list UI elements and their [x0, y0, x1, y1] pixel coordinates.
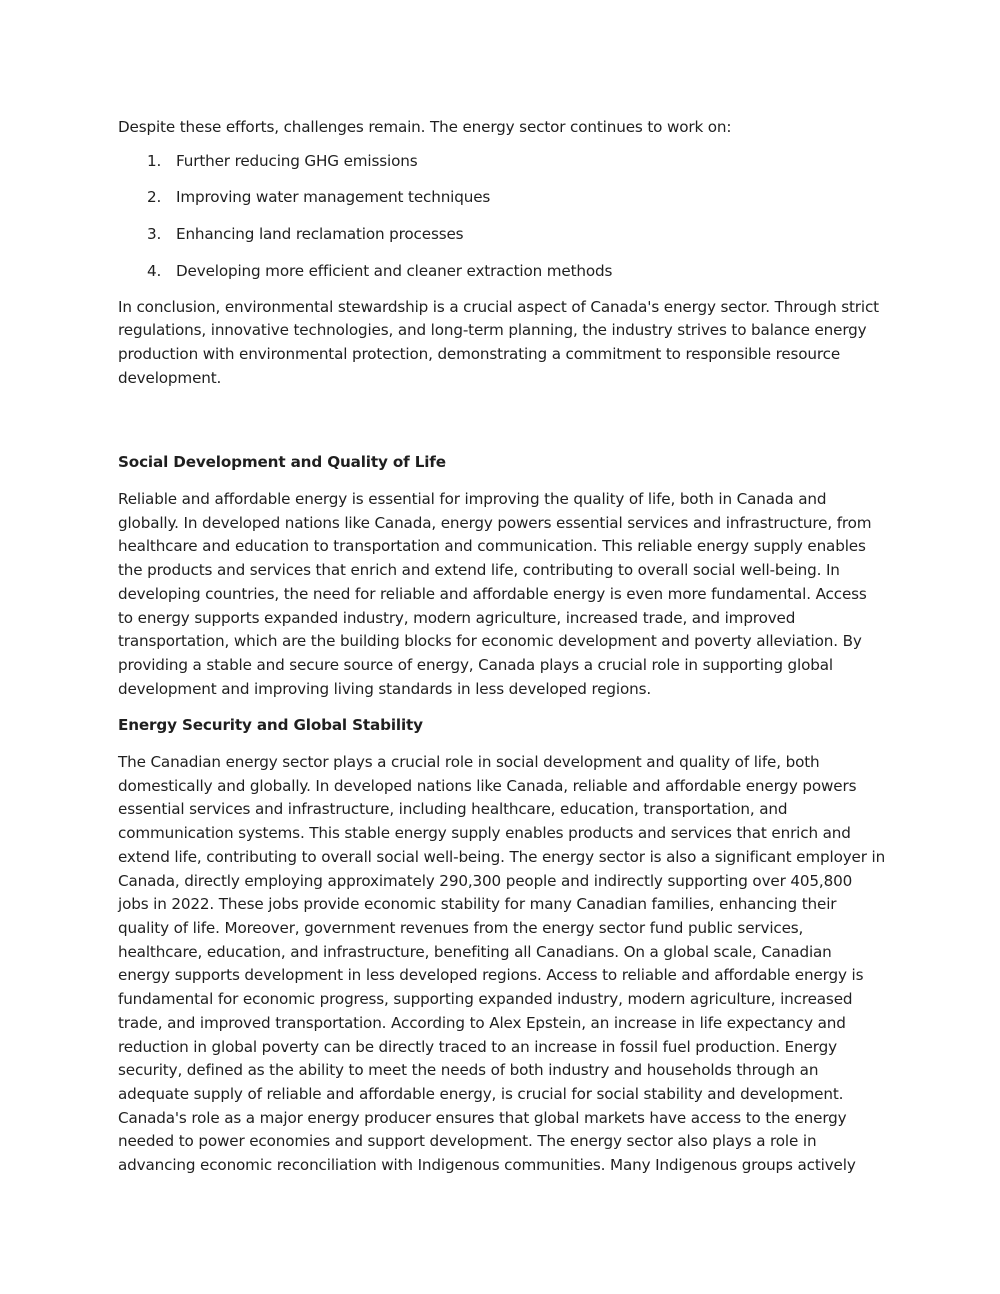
list-item: [118, 223, 886, 247]
list-item: [118, 260, 886, 284]
list-item-number: 4.: [147, 261, 162, 280]
document-page: [118, 116, 886, 1178]
section-heading-energy-security: Energy Security and Global Stability: [118, 716, 423, 735]
list-item-number: 3.: [147, 225, 162, 244]
social-development-paragraph: Reliable and affordable energy is essential for improving the quality of life, both in Canada and globally. In developed nations like Canada, energy powers essential services and infrastructure, from healthcare and education to transportation and communication. This reliable energy supply enables the products and services that enrich and extend life, contributing to overall social well-being. In developing countries, the need for reliable and affordable energy is even more fundamental. Access to energy supports expanded industry, modern agriculture, increased trade, and improved transportation, which are the building blocks for economic development and poverty alleviation. By providing a stable and secure source of energy, Canada plays a crucial role in supporting global development and improving living standards in less developed regions.: [118, 490, 872, 698]
conclusion-paragraph: In conclusion, environmental stewardship is a crucial aspect of Canada's energy sector. Through strict regulations, innovative technologies, and long-term planning, the industry strives to balance energy production with environmental protection, demonstrating a commitment to responsible resource development.: [118, 297, 879, 387]
list-item-text: Enhancing land reclamation processes: [176, 225, 464, 244]
list-item-number: 1.: [147, 151, 162, 170]
list-item: [118, 186, 886, 210]
energy-security-paragraph: The Canadian energy sector plays a crucial role in social development and quality of life, both domestically and globally. In developed nations like Canada, reliable and affordable energy powers essential services and infrastructure, including healthcare, education, transportation, and communication systems. This stable energy supply enables products and services that enrich and extend life, contributing to overall social well-being. The energy sector is also a significant employer in Canada, directly employing approximately 290,300 people and indirectly supporting over 405,800 jobs in 2022. These jobs provide economic stability for many Canadian families, enhancing their quality of life. Moreover, government revenues from the energy sector fund public services, healthcare, education, and infrastructure, benefiting all Canadians. On a global scale, Canadian energy supports development in less developed regions. Access to reliable and affordable energy is fundamental for economic progress, supporting expanded industry, modern agriculture, increased trade, and improved transportation. According to Alex Epstein, an increase in life expectancy and reduction in global poverty can be directly traced to an increase in fossil fuel production. Energy security, defined as the ability to meet the needs of both industry and households through an adequate supply of reliable and affordable energy, is crucial for social stability and development. Canada's role as a major energy producer ensures that global markets have access to the energy needed to power economies and support development. The energy sector also plays a role in advancing economic reconciliation with Indigenous communities. Many Indigenous groups actively: [118, 753, 886, 1175]
list-item-text: Developing more efficient and cleaner extraction methods: [176, 261, 613, 280]
challenges-list: [118, 150, 886, 284]
list-item-text: Further reducing GHG emissions: [176, 151, 418, 170]
section-heading-social-development: Social Development and Quality of Life: [118, 453, 446, 472]
intro-paragraph: Despite these efforts, challenges remain. The energy sector continues to work on:: [118, 118, 732, 136]
list-item-text: Improving water management techniques: [176, 188, 491, 207]
list-item: [118, 150, 886, 174]
list-item-number: 2.: [147, 188, 162, 207]
